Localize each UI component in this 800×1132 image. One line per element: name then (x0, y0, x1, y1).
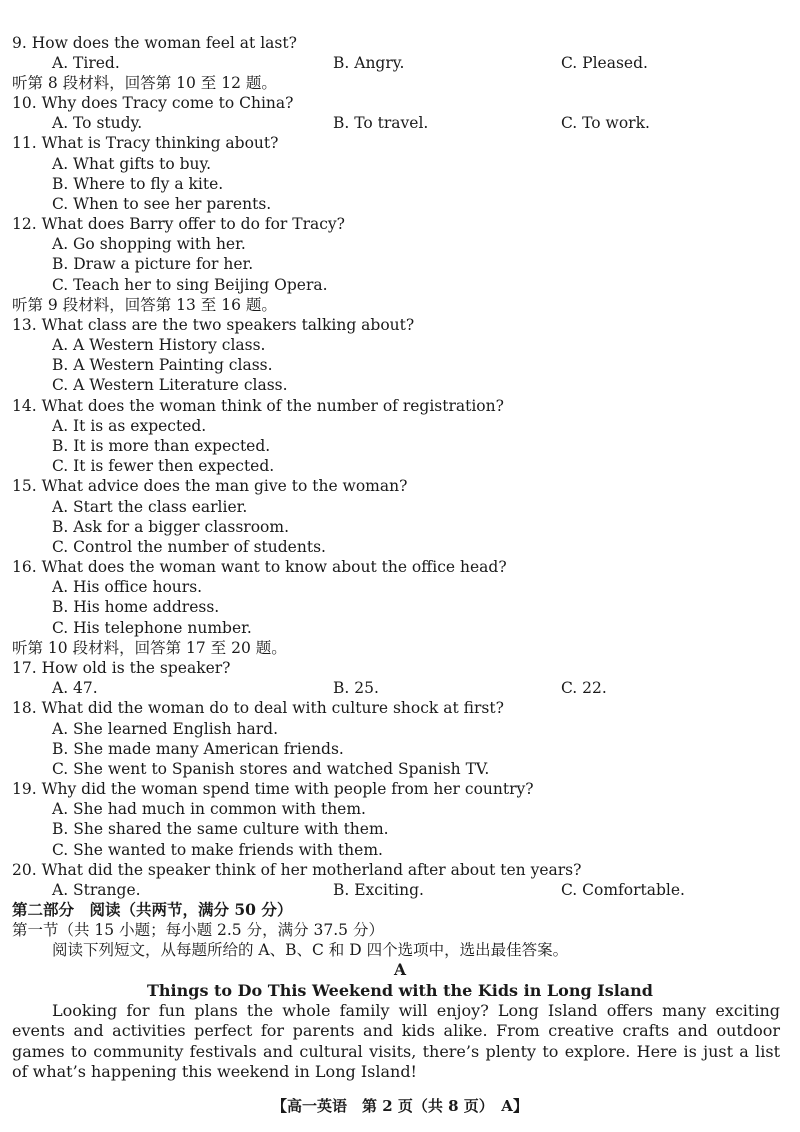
question-12-option-b: B. Draw a picture for her. (52, 255, 254, 273)
question-20-option-a: A. Strange. (52, 881, 141, 899)
question-18-option-c: C. She went to Spanish stores and watched Spanish TV. (52, 760, 490, 778)
question-11-stem: 11. What is Tracy thinking about? (12, 134, 279, 152)
question-15-stem: 15. What advice does the man give to the woman? (12, 477, 408, 495)
question-9-option-c: C. Pleased. (561, 54, 648, 72)
question-19-option-c: C. She wanted to make friends with them. (52, 841, 383, 859)
question-14-option-c: C. It is fewer then expected. (52, 457, 275, 475)
page-footer: 【高一英语 第 2 页（共 8 页） A】 (272, 1097, 528, 1115)
question-16-option-b: B. His home address. (52, 598, 220, 616)
question-17-option-c: C. 22. (561, 679, 607, 697)
question-12-option-c: C. Teach her to sing Beijing Opera. (52, 276, 328, 294)
question-19-stem: 19. Why did the woman spend time with people from her country? (12, 780, 534, 798)
listening-instruction-8: 听第 8 段材料，回答第 10 至 12 题。 (12, 74, 277, 92)
question-11-option-a: A. What gifts to buy. (52, 155, 212, 173)
question-13-stem: 13. What class are the two speakers talking about? (12, 316, 415, 334)
question-13-option-a: A. A Western History class. (52, 336, 266, 354)
question-16-option-c: C. His telephone number. (52, 619, 252, 637)
question-10-stem: 10. Why does Tracy come to China? (12, 94, 294, 112)
section-one-heading: 第一节（共 15 小题；每小题 2.5 分，满分 37.5 分） (12, 921, 384, 939)
question-9-option-b: B. Angry. (333, 54, 405, 72)
listening-instruction-10: 听第 10 段材料，回答第 17 至 20 题。 (12, 639, 287, 657)
question-14-option-a: A. It is as expected. (52, 417, 207, 435)
passage-paragraph: Looking for fun plans the whole family will enjoy? Long Island offers many exciting events and activities perfect for parents and kids alike. From creative crafts and outdoor games to community festivals and cultural visits, there’s plenty to explore. Here is just a list of what’s happening this weekend in Long Island! (12, 1001, 780, 1081)
question-18-option-b: B. She made many American friends. (52, 740, 344, 758)
question-11-option-c: C. When to see her parents. (52, 195, 272, 213)
question-17-option-a: A. 47. (52, 679, 98, 697)
question-17-stem: 17. How old is the speaker? (12, 659, 231, 677)
question-18-option-a: A. She learned English hard. (52, 720, 279, 738)
question-10-option-c: C. To work. (561, 114, 650, 132)
question-10-option-b: B. To travel. (333, 114, 429, 132)
question-19-option-b: B. She shared the same culture with them. (52, 820, 389, 838)
question-17-option-b: B. 25. (333, 679, 379, 697)
question-15-option-c: C. Control the number of students. (52, 538, 326, 556)
question-10-option-a: A. To study. (52, 114, 143, 132)
question-15-option-a: A. Start the class earlier. (52, 498, 248, 516)
question-12-option-a: A. Go shopping with her. (52, 235, 246, 253)
question-20-option-b: B. Exciting. (333, 881, 424, 899)
question-9-option-a: A. Tired. (52, 54, 120, 72)
question-19-option-a: A. She had much in common with them. (52, 800, 366, 818)
listening-instruction-9: 听第 9 段材料，回答第 13 至 16 题。 (12, 296, 277, 314)
passage-title: Things to Do This Weekend with the Kids in Long Island (147, 981, 653, 1000)
question-14-option-b: B. It is more than expected. (52, 437, 271, 455)
question-16-option-a: A. His office hours. (52, 578, 203, 596)
question-20-stem: 20. What did the speaker think of her motherland after about ten years? (12, 861, 582, 879)
question-18-stem: 18. What did the woman do to deal with culture shock at first? (12, 699, 504, 717)
question-12-stem: 12. What does Barry offer to do for Tracy? (12, 215, 345, 233)
question-11-option-b: B. Where to fly a kite. (52, 175, 224, 193)
question-9-stem: 9. How does the woman feel at last? (12, 34, 297, 52)
question-20-option-c: C. Comfortable. (561, 881, 685, 899)
part-two-heading: 第二部分 阅读（共两节，满分 50 分） (12, 900, 293, 919)
question-16-stem: 16. What does the woman want to know about the office head? (12, 558, 507, 576)
question-14-stem: 14. What does the woman think of the number of registration? (12, 397, 504, 415)
question-13-option-c: C. A Western Literature class. (52, 376, 288, 394)
question-15-option-b: B. Ask for a bigger classroom. (52, 518, 290, 536)
reading-directions: 阅读下列短文，从每题所给的 A、B、C 和 D 四个选项中，选出最佳答案。 (52, 941, 569, 959)
question-13-option-b: B. A Western Painting class. (52, 356, 273, 374)
passage-letter: A (393, 960, 407, 979)
